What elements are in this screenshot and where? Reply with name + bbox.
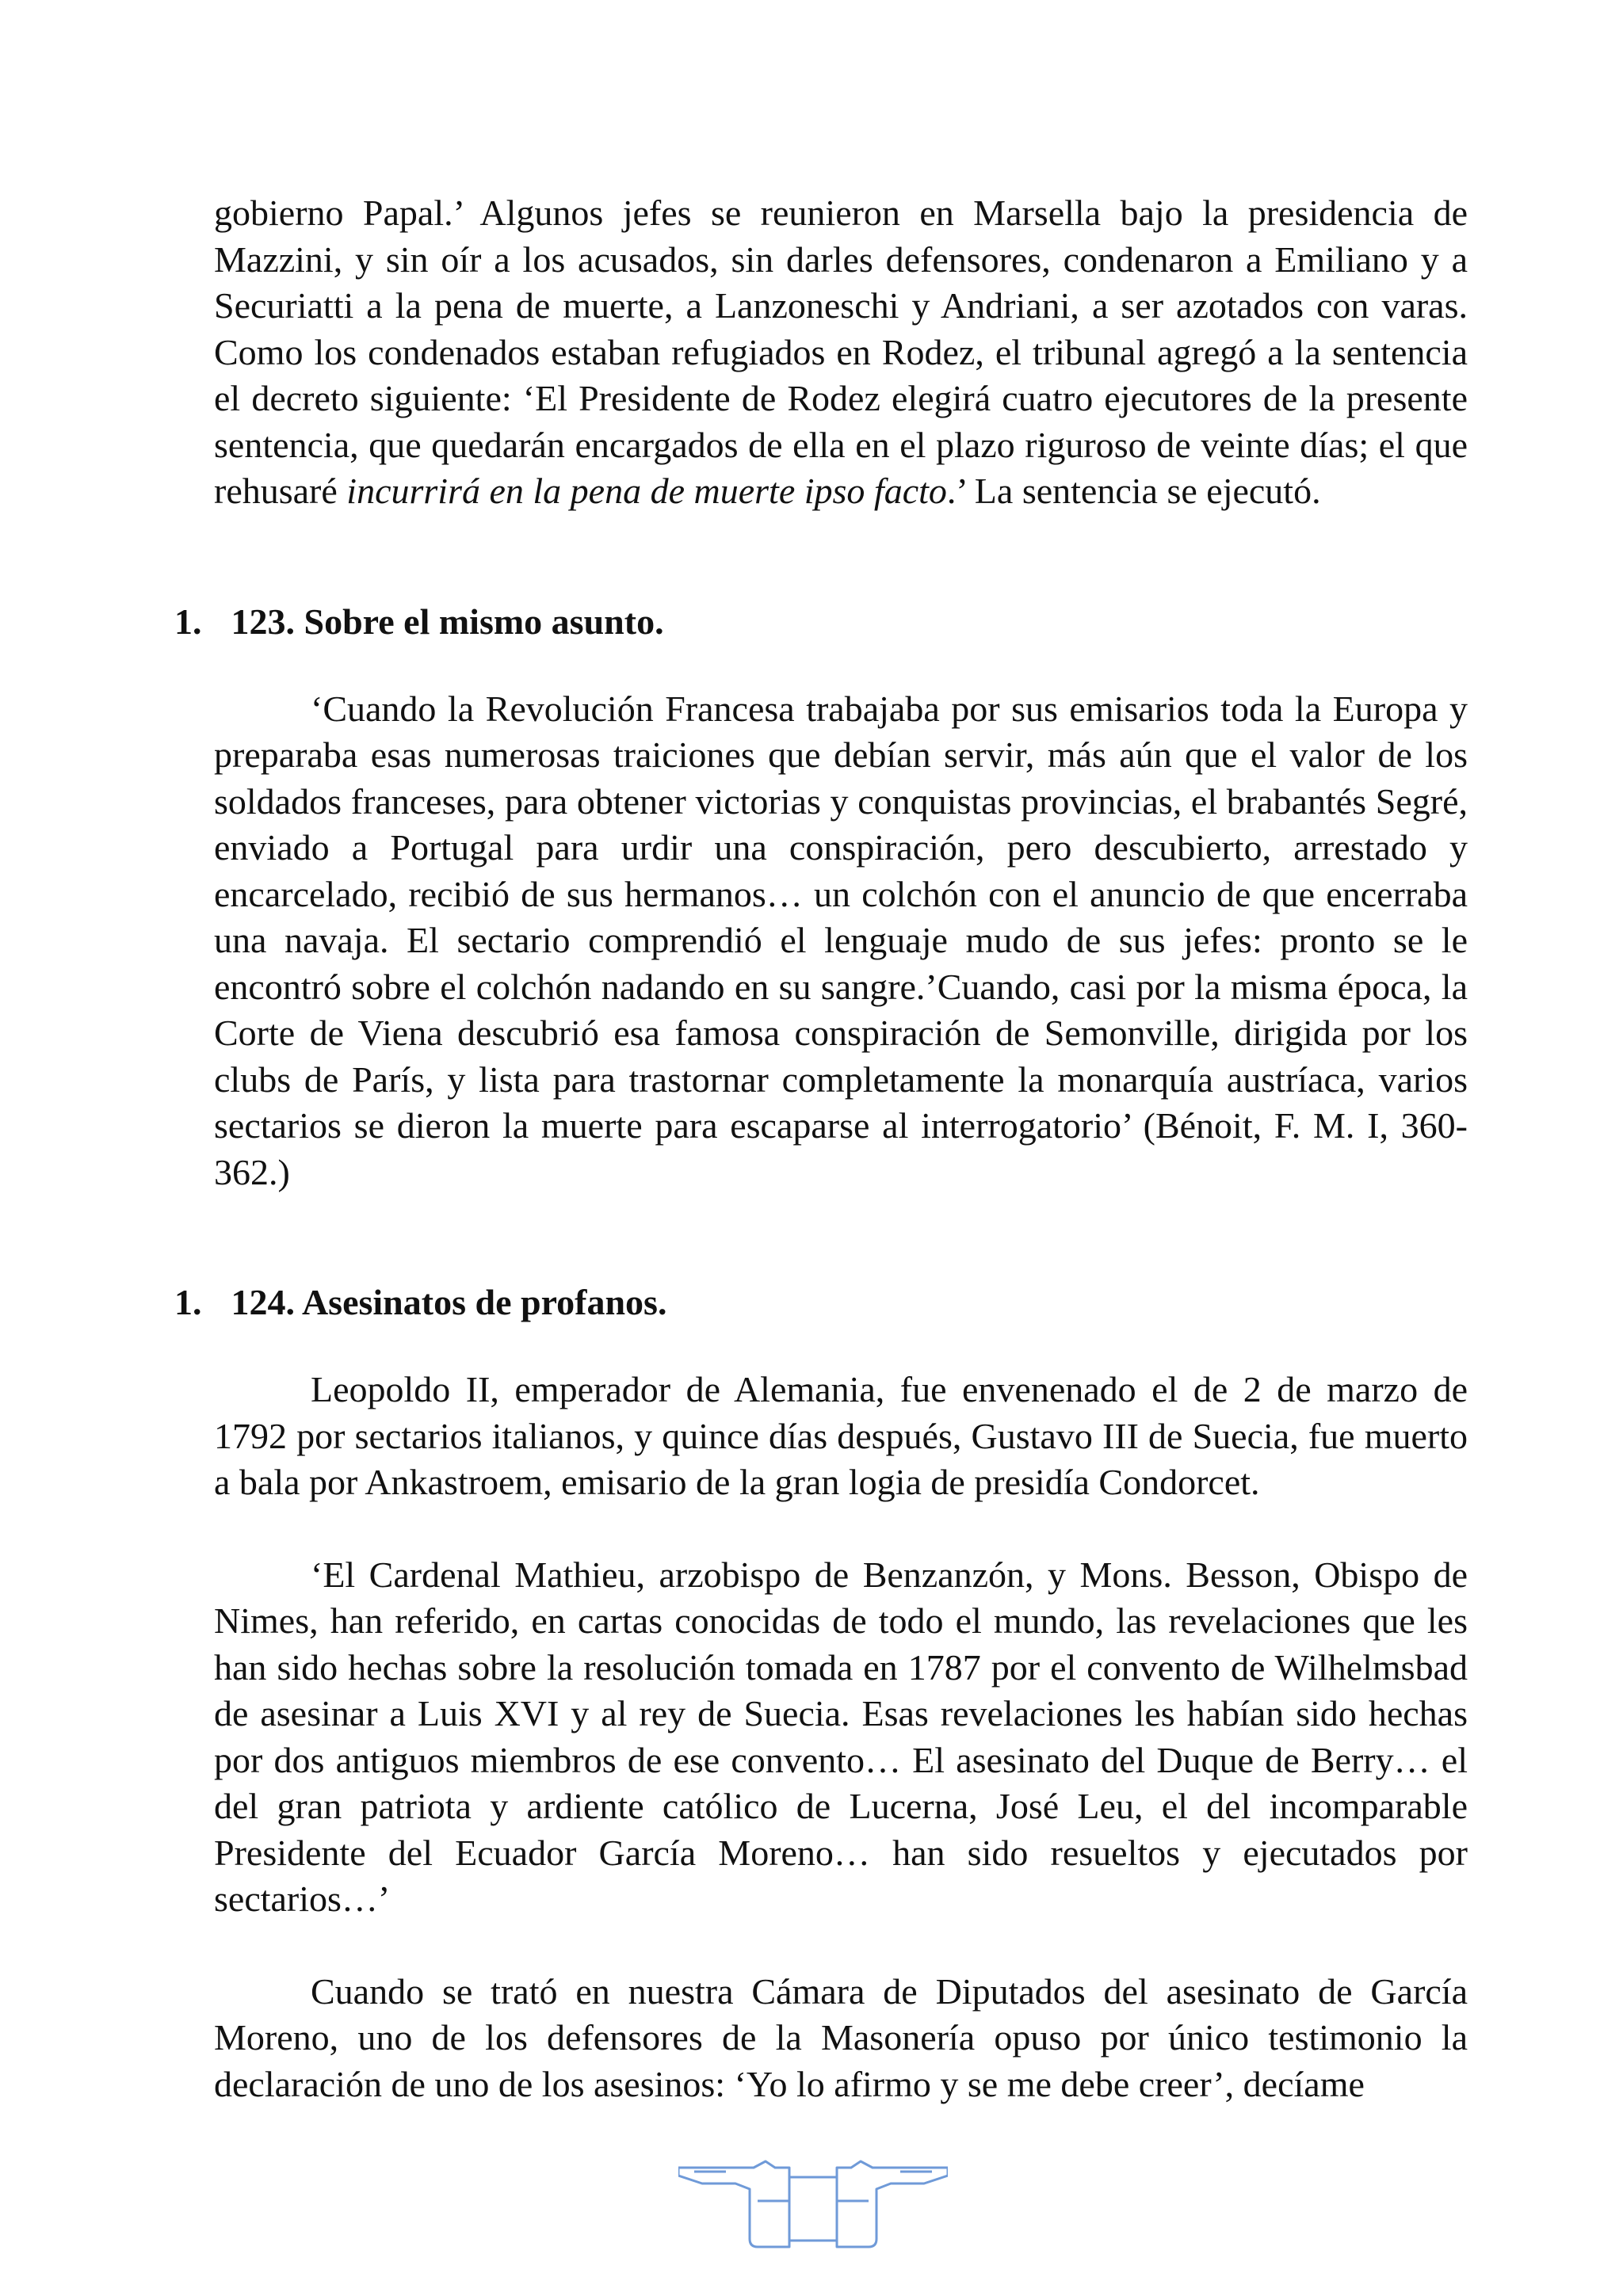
section-124-paragraph-3: Cuando se trató en nuestra Cámara de Diputados del asesinato de García Moreno, uno de los defensores de la Masonería opuso por único testimonio la declaración de uno de los asesinos: ‘Yo lo afirmo y se me debe creer’, decíame <box>214 1970 1468 2104</box>
section-124-paragraph-1: Leopoldo II, emperador de Alemania, fue envenenado el de 2 de marzo de 1792 por sectarios italianos, y quince días después, Gustavo III de Suecia, fue muerto a bala por Ankastroem, emisario de la gran logia de presidía Condorcet. <box>214 1369 1468 1502</box>
intro-text-before-italic: gobierno Papal.’ Algunos jefes se reunieron en Marsella bajo la presidencia de Mazzini, y sin oír a los acusados, sin darles defensores, condenaron a Emiliano y a Securiatti a la pena de muerte, a Lanzoneschi y Andriani, a ser azotados con varas. Como los condenados estaban refugiados en Rodez, el tribunal agregó a la sentencia el decreto siguiente: ‘El Presidente de Rodez elegirá cuatro ejecutores de la presente sentencia, que quedarán encargados de ella en el plazo riguroso de veinte días; el que rehusaré <box>214 193 1468 511</box>
section-123-paragraph: ‘Cuando la Revolución Francesa trabajaba por sus emisarios toda la Europa y preparaba esas numerosas traiciones que debían servir, más aún que el valor de los soldados franceses, para obtener victorias y conquistas provincias, el brabantés Segré, enviado a Portugal para urdir una conspiración, pero descubierto, arrestado y encarcelado, recibió de sus hermanos… un colchón con el anuncio de que encerraba una navaja. El sectario comprendió el lenguaje mudo de sus jefes: pronto se le encontró sobre el colchón nadando en su sangre.’Cuando, casi por la misma época, la Corte de Viena descubrió esa famosa conspiración de Semonville, dirigida por los clubs de París, y lista para trastornar completamente la monarquía austríaca, varios sectarios se dieron la muerte para escaparse al interrogatorio’ (Bénoit, F. M. I, 360-362.) <box>214 688 1468 1192</box>
paragraph-spacer <box>214 1923 1468 1969</box>
intro-italic-phrase: incurrirá en la pena de muerte ipso facto <box>346 471 947 511</box>
section-spacer <box>214 515 1468 599</box>
heading-spacer <box>214 645 1468 686</box>
paragraph-spacer <box>214 1506 1468 1552</box>
section-124-heading <box>174 1280 1468 1325</box>
intro-text-after-italic: .’ La sentencia se ejecutó. <box>946 471 1321 511</box>
section-spacer <box>214 1196 1468 1280</box>
document-page <box>174 190 1468 2107</box>
intro-paragraph <box>214 190 1468 515</box>
section-123-heading <box>174 599 1468 645</box>
section-124-title: 124. Asesinatos de profanos. <box>231 1282 667 1322</box>
section-124-paragraph-2: ‘El Cardenal Mathieu, arzobispo de Benzanzón, y Mons. Besson, Obispo de Nimes, han referido, en cartas conocidas de todo el mundo, las revelaciones que les han sido hechas sobre la resolución tomada en 1787 por el convento de Wilhelmsbad de asesinar a Luis XVI y al rey de Suecia. Esas revelaciones les habían sido hechas por dos antiguos miembros de ese convento… El asesinato del Duque de Berry… el del gran patriota y ardiente católico de Lucerna, José Leu, el del incomparable Presidente del Ecuador García Moreno… han sido resueltos y ejecutados por sectarios…’ <box>214 1554 1468 1919</box>
section-123-title: 123. Sobre el mismo asunto. <box>231 601 664 642</box>
page-footer-ornament-icon <box>678 2153 948 2256</box>
section-124-number: 1. <box>174 1282 202 1322</box>
section-123-number: 1. <box>174 601 202 642</box>
heading-spacer <box>214 1325 1468 1367</box>
